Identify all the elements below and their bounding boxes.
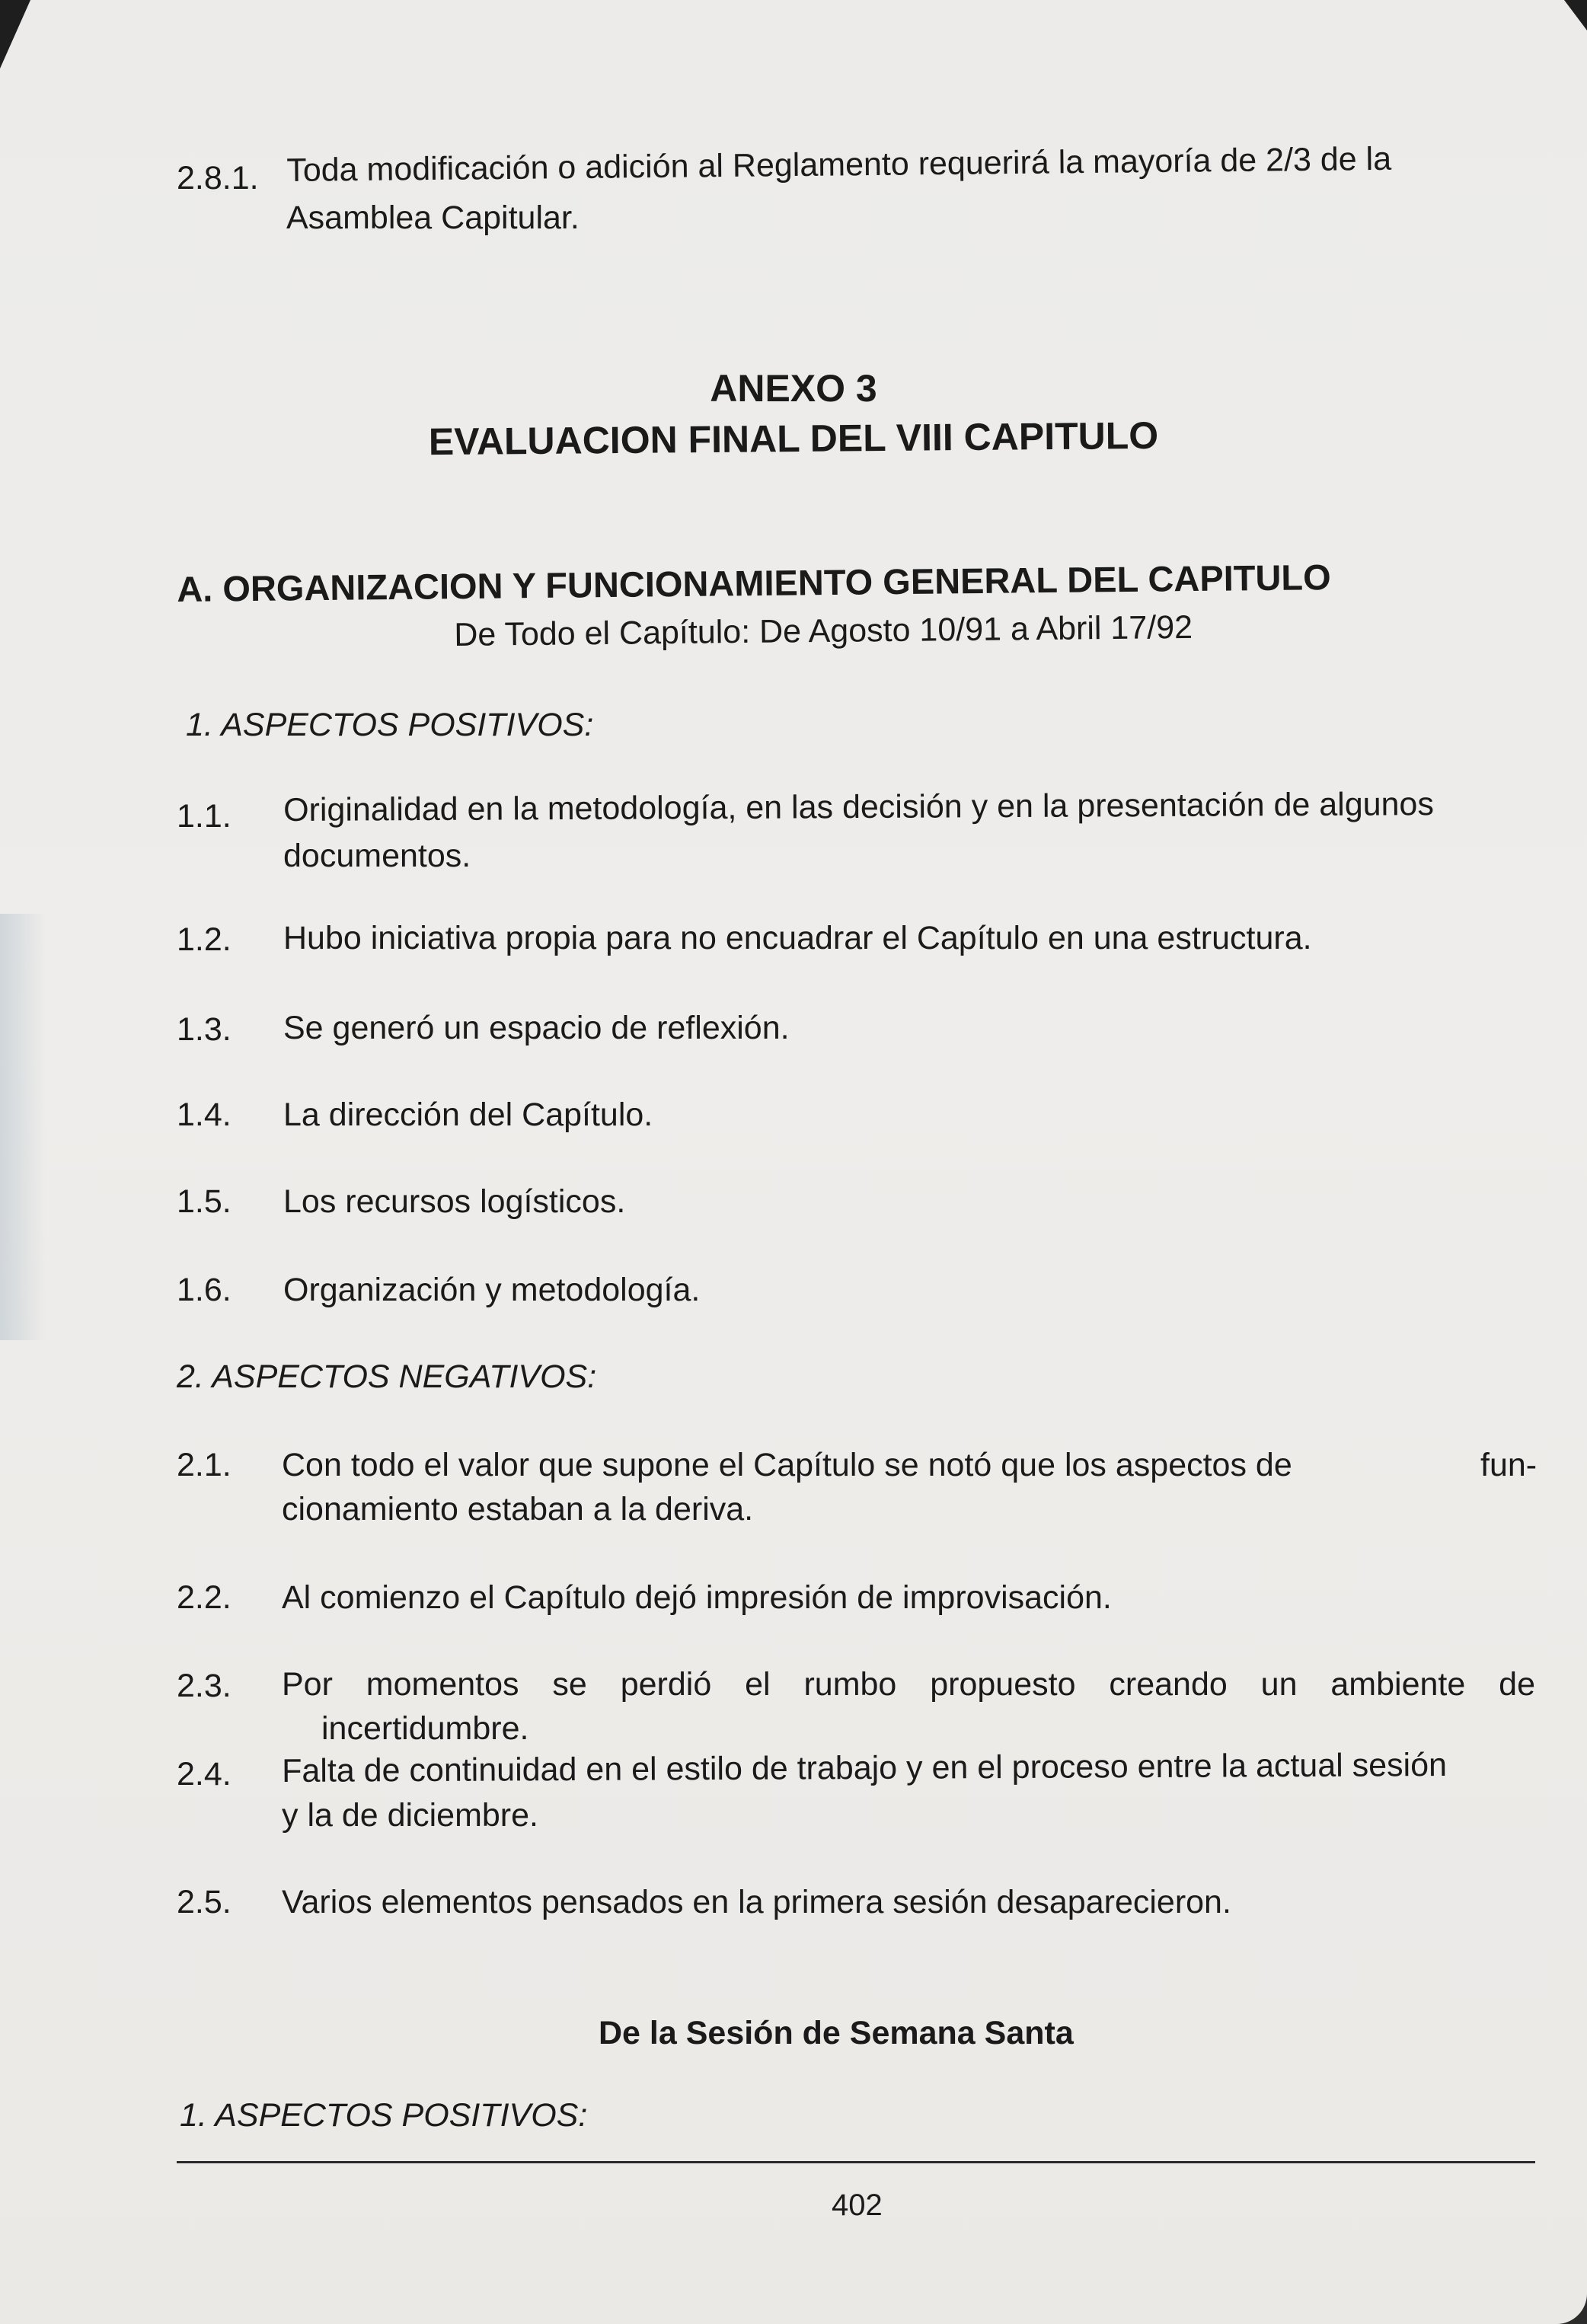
item-number: 2.4. bbox=[177, 1756, 232, 1792]
item-text: Se generó un espacio de reflexión. bbox=[283, 1010, 790, 1046]
word: ambiente bbox=[1330, 1666, 1466, 1703]
item-number: 1.5. bbox=[177, 1183, 232, 1220]
item-text-hyphen: fun- bbox=[1480, 1447, 1538, 1483]
word: rumbo bbox=[803, 1666, 897, 1703]
item-text: Hubo iniciativa propia para no encuadrar el Capítulo en una estructura. bbox=[283, 920, 1312, 956]
item-text: La dirección del Capítulo. bbox=[283, 1097, 653, 1133]
item-number: 2.1. bbox=[177, 1447, 232, 1483]
item-text: cionamiento estaban a la deriva. bbox=[282, 1491, 754, 1528]
word: de bbox=[1499, 1666, 1535, 1703]
intro-line-2: Asamblea Capitular. bbox=[286, 200, 580, 236]
negatives-heading: 2. ASPECTOS NEGATIVOS: bbox=[177, 1358, 597, 1395]
annex-subtitle: EVALUACION FINAL DEL VIII CAPITULO bbox=[428, 413, 1159, 464]
word: un bbox=[1260, 1666, 1298, 1703]
item-number: 2.3. bbox=[177, 1668, 232, 1704]
item-text: y la de diciembre. bbox=[282, 1797, 538, 1834]
intro-line-1: Toda modificación o adición al Reglamento requerirá la mayoría de 2/3 de la bbox=[286, 140, 1392, 189]
word: propuesto bbox=[930, 1666, 1076, 1703]
item-text: documentos. bbox=[283, 838, 471, 874]
item-text: Al comienzo el Capítulo dejó impresión de improvisación. bbox=[282, 1579, 1112, 1616]
page-corner-shadow bbox=[0, 0, 30, 69]
page-corner-shadow bbox=[1564, 0, 1587, 30]
item-text: Con todo el valor que supone el Capítulo se notó que los aspectos de bbox=[282, 1447, 1292, 1483]
positives-heading: 1. ASPECTOS POSITIVOS: bbox=[186, 707, 594, 743]
word: Por bbox=[282, 1666, 333, 1703]
item-number: 2.2. bbox=[177, 1579, 232, 1616]
word: momentos bbox=[366, 1666, 519, 1703]
item-text: Los recursos logísticos. bbox=[283, 1183, 626, 1220]
item-text: Originalidad en la metodología, en las decisión y en la presentación de algunos bbox=[283, 786, 1435, 828]
page-number: 402 bbox=[832, 2188, 883, 2222]
word: el bbox=[745, 1666, 771, 1703]
item-text-justified bbox=[282, 1663, 1535, 1706]
item-number: 1.1. bbox=[177, 798, 232, 835]
footer-rule bbox=[177, 2161, 1535, 2163]
word: se bbox=[552, 1666, 587, 1703]
section-a-subheading: De Todo el Capítulo: De Agosto 10/91 a Abril 17/92 bbox=[454, 608, 1193, 653]
item-number: 2.5. bbox=[177, 1884, 232, 1920]
session-positives-heading: 1. ASPECTOS POSITIVOS: bbox=[180, 2097, 588, 2134]
item-text: Falta de continuidad en el estilo de trabajo y en el proceso entre la actual sesión bbox=[282, 1746, 1448, 1789]
word: perdió bbox=[620, 1666, 712, 1703]
word: creando bbox=[1109, 1666, 1228, 1703]
item-text: incertidumbre. bbox=[321, 1710, 529, 1747]
item-number: 1.6. bbox=[177, 1272, 232, 1308]
item-number: 1.4. bbox=[177, 1097, 232, 1133]
session-heading: De la Sesión de Semana Santa bbox=[599, 2015, 1074, 2051]
show-through-shade bbox=[0, 914, 46, 1340]
item-text: Organización y metodología. bbox=[283, 1272, 701, 1308]
item-number: 1.2. bbox=[177, 921, 232, 958]
intro-number: 2.8.1. bbox=[177, 160, 259, 196]
item-number: 1.3. bbox=[177, 1011, 232, 1048]
section-a-heading: A. ORGANIZACION Y FUNCIONAMIENTO GENERAL DEL CAPITULO bbox=[177, 557, 1331, 609]
item-text: Varios elementos pensados en la primera sesión desaparecieron. bbox=[282, 1884, 1231, 1920]
annex-title: ANEXO 3 bbox=[710, 367, 877, 410]
